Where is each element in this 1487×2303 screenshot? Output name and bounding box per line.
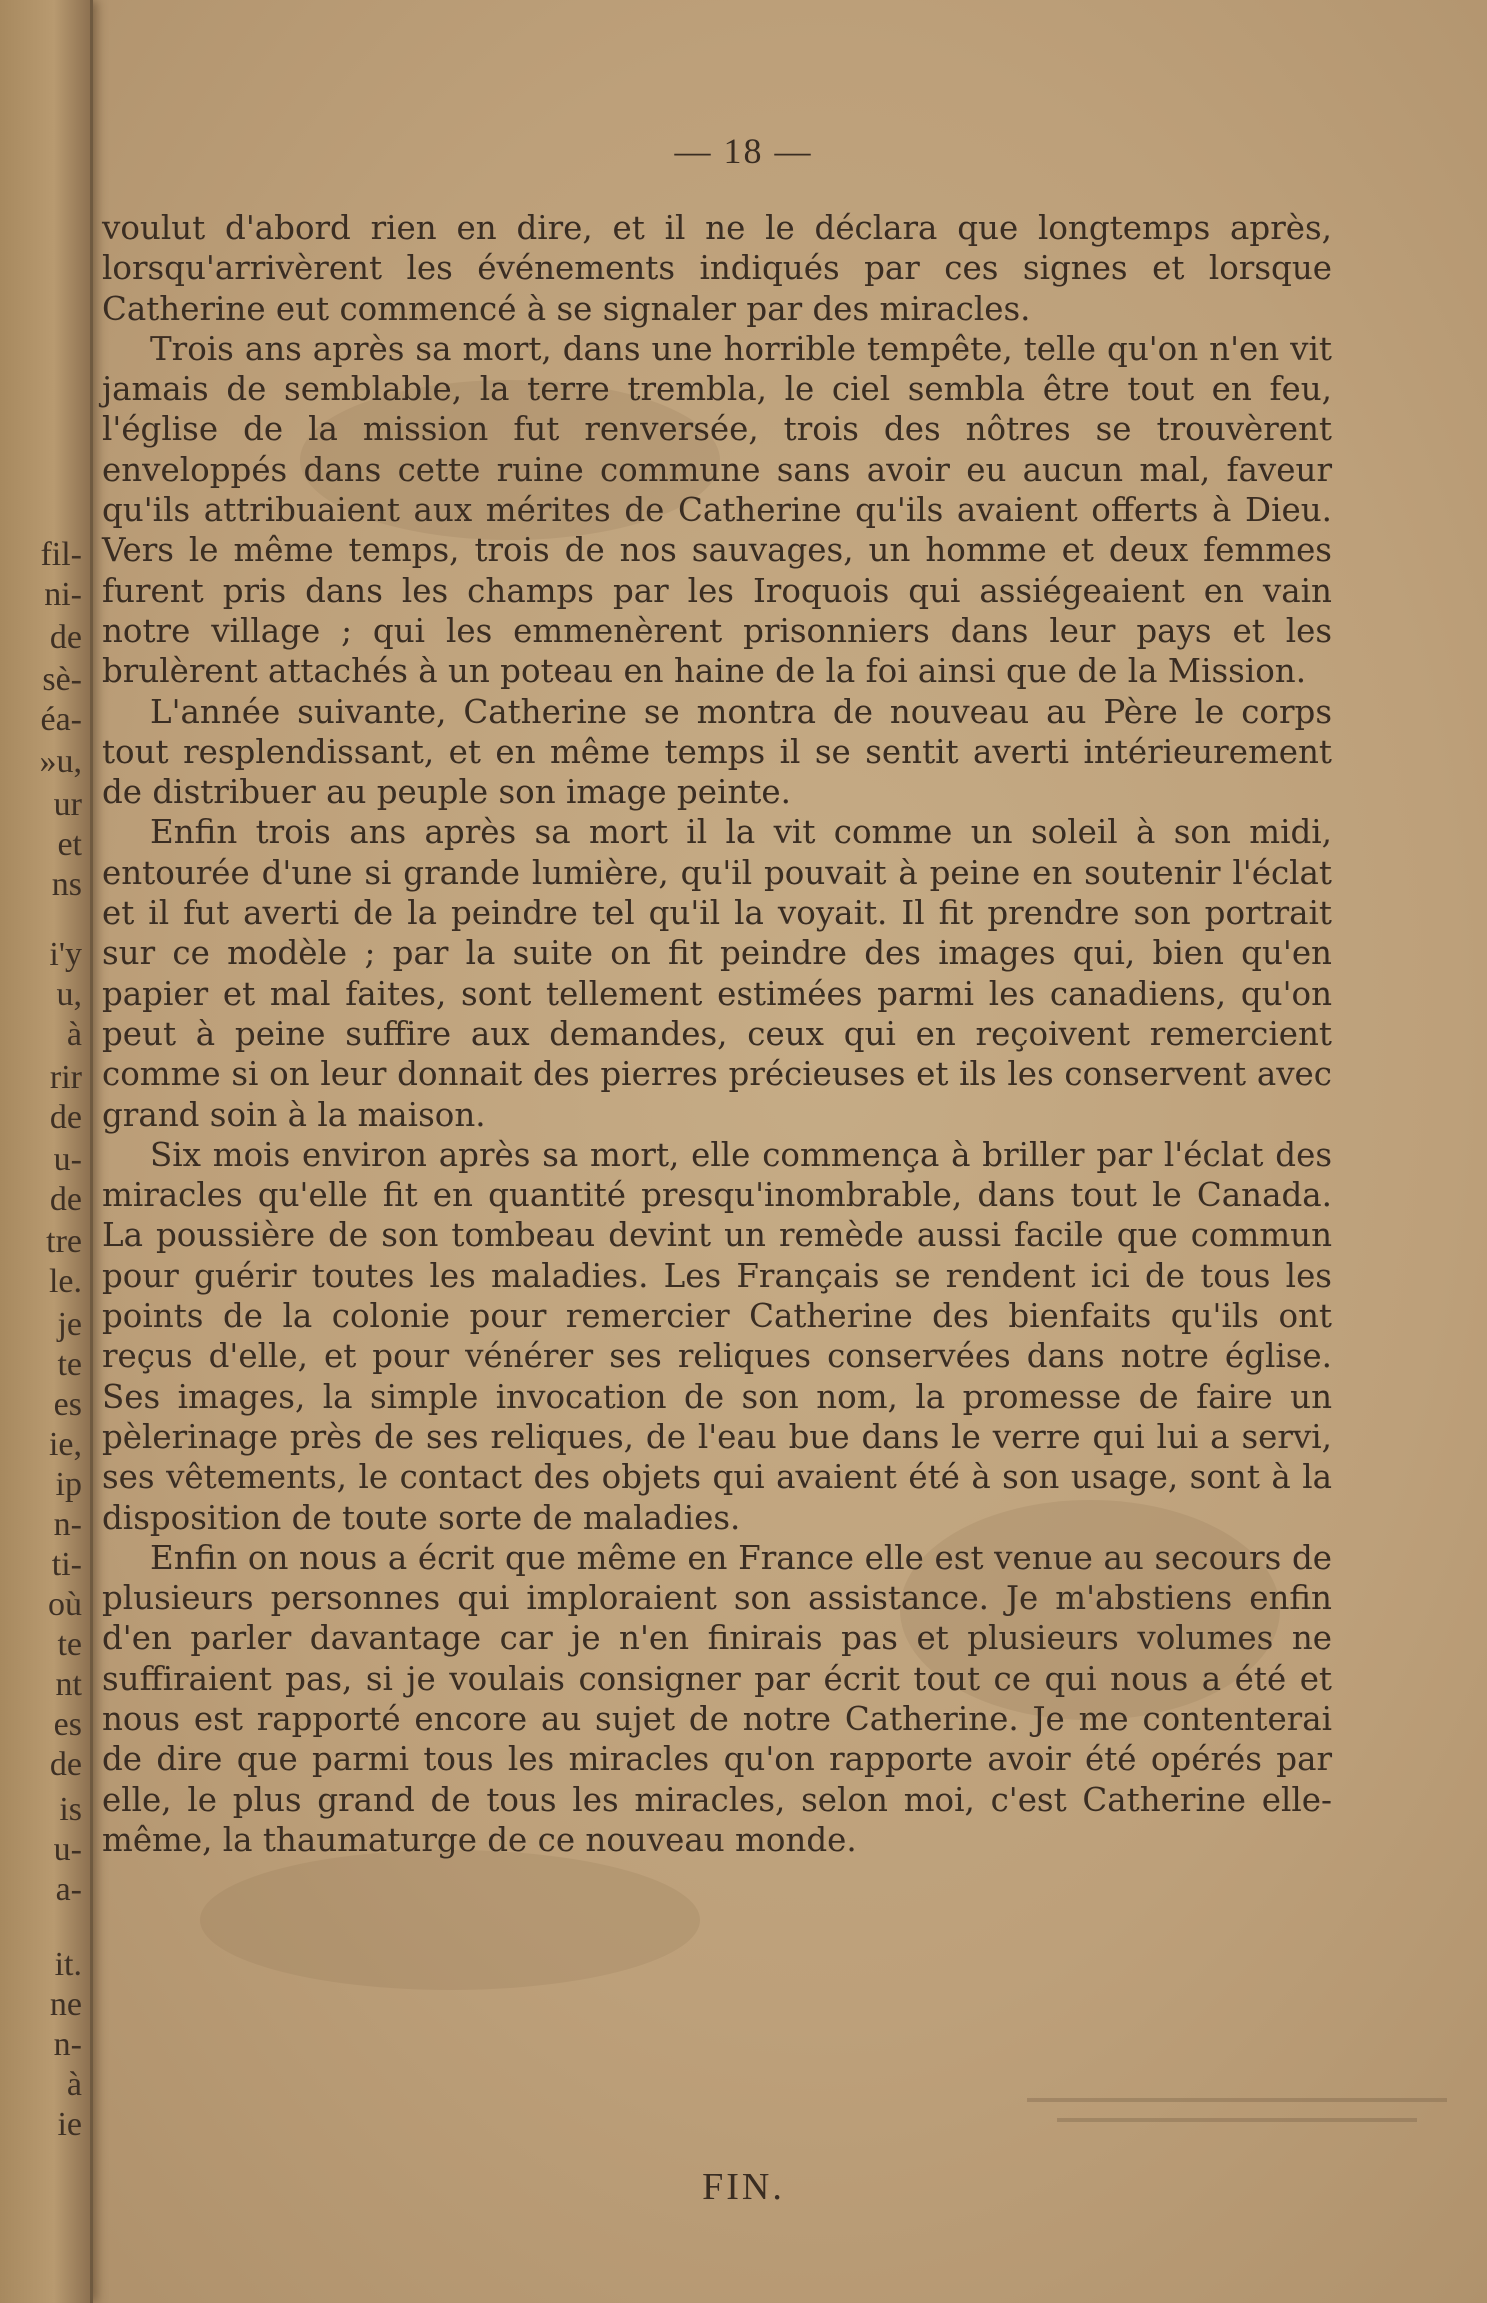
margin-fragment: de <box>49 1181 82 1218</box>
margin-fragment: à <box>66 2066 82 2103</box>
margin-fragment: is <box>59 1791 82 1828</box>
margin-fragment: de <box>49 1099 82 1136</box>
paragraph: Trois ans après sa mort, dans une horrible tempête, telle qu'on n'en vit jamais de semblable, la terre trembla, le ciel sembla être tout en feu, l'église de la mission fut renversée, trois des nôtres se trouvèrent enveloppés dans cette ruine commune sans avoir eu aucun mal, faveur qu'ils attribuaient aux mérites de Catherine qu'ils avaient offerts à Dieu. Vers le même temps, trois de nos sauvages, un homme et deux femmes furent pris dans les champs par les Iroquois qui assiégeaient en vain notre village ; qui les emmenèrent prisonniers dans leur pays et les brulèrent attachés à un poteau en haine de la foi ainsi que de la Mission. <box>102 329 1332 691</box>
margin-fragment: i'y <box>49 936 82 973</box>
margin-fragment: de <box>49 619 82 656</box>
margin-fragment: es <box>53 1706 82 1743</box>
margin-fragment: où <box>48 1586 82 1623</box>
margin-fragment: ur <box>53 786 82 823</box>
margin-fragment: es <box>53 1386 82 1423</box>
margin-fragment: te <box>57 1346 82 1383</box>
margin-fragment: u- <box>53 1831 82 1868</box>
margin-fragment: n- <box>53 2026 82 2063</box>
margin-fragment: te <box>57 1626 82 1663</box>
page-number: — 18 — <box>674 131 813 171</box>
margin-fragment: u, <box>56 976 82 1013</box>
margin-fragment: u- <box>53 1141 82 1178</box>
margin-fragment: rir <box>49 1059 82 1096</box>
paragraph: L'année suivante, Catherine se montra de nouveau au Père le corps tout resplendissant, et en même temps il se sentit averti intérieurement de distribuer au peuple son image peinte. <box>102 692 1332 812</box>
margin-fragment: ie, <box>48 1426 82 1463</box>
margin-fragment: et <box>57 826 82 863</box>
paragraph: voulut d'abord rien en dire, et il ne le déclara que longtemps après, lorsqu'arrivèrent les événements indiqués par ces signes et lorsque Catherine eut commencé à se signaler par des miracles. <box>102 209 1332 328</box>
margin-fragment: tre <box>46 1223 82 1260</box>
paragraph: Enfin on nous a écrit que même en France elle est venue au secours de plusieurs personnes qui imploraient son assistance. Je m'abstiens enfin d'en parler davantage car je n'en finirais pas et plusieurs volumes ne suffiraient pas, si je voulais consigner par écrit tout ce qui nous a été et nous est rapporté encore au sujet de notre Catherine. Je me contenterai de dire que parmi tous les miracles qu'on rapporte avoir été opérés par elle, le plus grand de tous les miracles, selon moi, c'est Catherine elle-même, la thaumaturge de ce nouveau monde. <box>102 1538 1332 1859</box>
left-torn-margin <box>0 0 93 2303</box>
margin-fragment: à <box>66 1016 82 1053</box>
margin-fragment: ns <box>51 866 82 903</box>
end-mark: FIN. <box>702 2166 785 2208</box>
bleed-through-marks <box>1017 2080 1457 2140</box>
margin-fragment: »u, <box>39 743 82 780</box>
body-text <box>102 208 1332 1860</box>
margin-fragment: ie <box>57 2106 82 2143</box>
margin-fragment: ni- <box>44 576 82 613</box>
margin-fragment: ip <box>55 1466 82 1503</box>
margin-fragment: de <box>49 1746 82 1783</box>
margin-fragment: a- <box>55 1871 82 1908</box>
paragraph: Six mois environ après sa mort, elle commença à briller par l'éclat des miracles qu'elle fit en quantité presqu'inombrable, dans tout le Canada. La poussière de son tombeau devint un remède aussi facile que commun pour guérir toutes les maladies. Les Français se rendent ici de tous les points de la colonie pour remercier Catherine des bienfaits qu'ils ont reçus d'elle, et pour vénérer ses reliques conservées dans notre église. Ses images, la simple invocation de son nom, la promesse de faire un pèlerinage près de ses reliques, de l'eau bue dans le verre qui lui a servi, ses vêtements, le contact des objets qui avaient été à son usage, sont à la disposition de toute sorte de maladies. <box>102 1135 1332 1537</box>
paragraph: Enfin trois ans après sa mort il la vit comme un soleil à son midi, entourée d'une si grande lumière, qu'il pouvait à peine en soutenir l'éclat et il fut averti de la peindre tel qu'il la voyait. Il fit prendre son portrait sur ce modèle ; par la suite on fit peindre des images qui, bien qu'en papier et mal faites, sont tellement estimées parmi les canadiens, qu'on peut à peine suffire aux demandes, ceux qui en reçoivent remercient comme si on leur donnait des pierres précieuses et ils les conservent avec grand soin à la maison. <box>102 813 1332 1134</box>
margin-fragment: le. <box>48 1263 82 1300</box>
margin-fragment: éa- <box>40 701 82 738</box>
margin-fragment: fil- <box>40 536 82 573</box>
paper-stain <box>200 1850 700 1990</box>
margin-fragment: ti- <box>51 1546 82 1583</box>
margin-fragment: ne <box>49 1986 82 2023</box>
margin-fragment: nt <box>55 1666 82 1703</box>
margin-fragment: n- <box>53 1506 82 1543</box>
margin-fragment: je <box>57 1306 82 1343</box>
margin-fragment: it. <box>54 1946 82 1983</box>
margin-fragment: sè- <box>42 661 82 698</box>
